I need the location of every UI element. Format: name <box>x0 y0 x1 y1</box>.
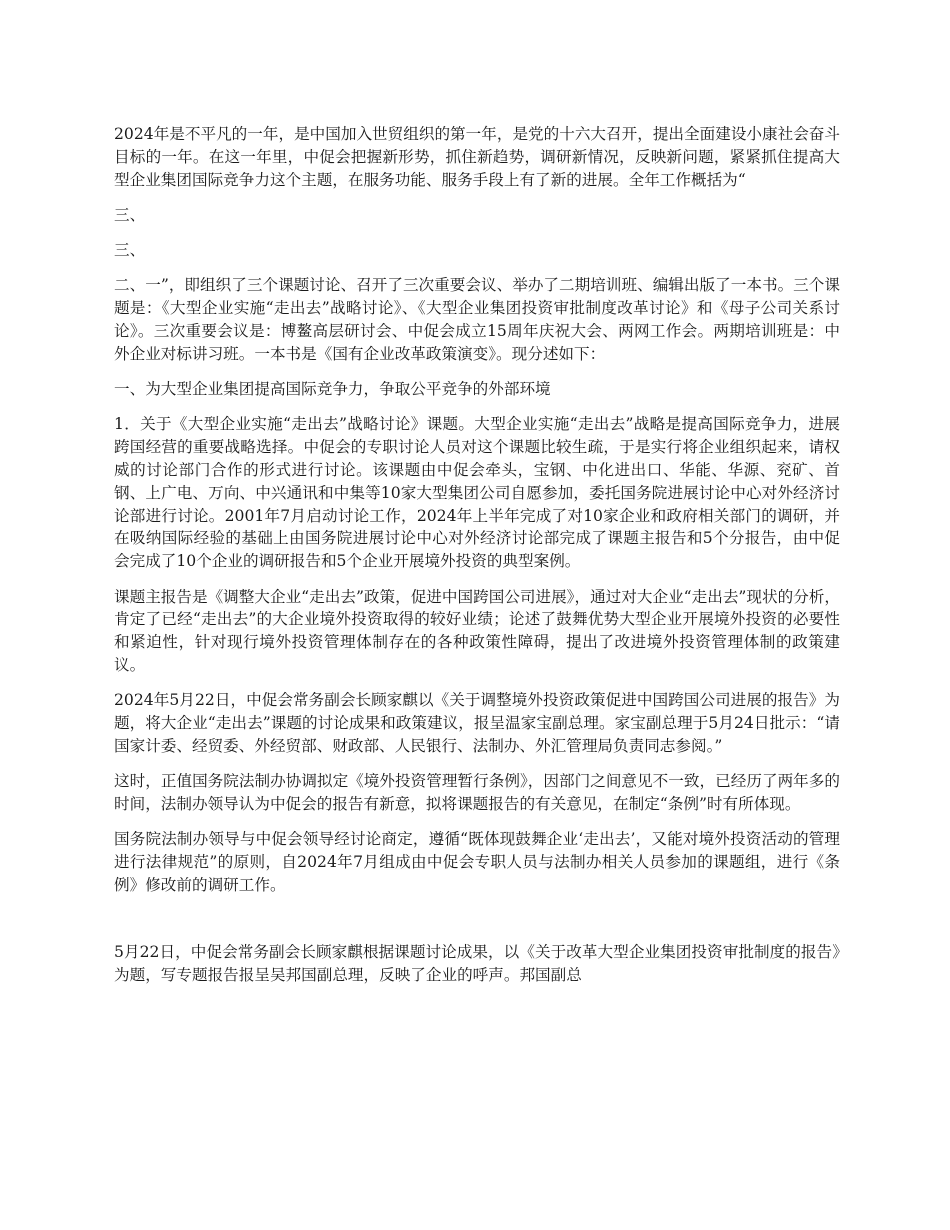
topic-paragraph: 1．关于《大型企业实施“走出去”战略讨论》课题。大型企业实施“走出去”战略是提高国际竞争力，进展跨国经营的重要战略选择。中促会的专职讨论人员对这个课题比较生疏，于是实行将企业组织起来，请权威的讨论部门合作的形式进行讨论。该课题由中促会牵头，宝钢、中化进出口、华能、华源、兖矿、首钢、上广电、万向、中兴通讯和中集等10家大型集团公司自愿参加，委托国务院进展讨论中心对外经济讨论部进行讨论。2001年7月启动讨论工作，2024年上半年完成了对10家企业和政府相关部门的调研，并在吸纳国际经验的基础上由国务院进展讨论中心对外经济讨论部完成了课题主报告和5个分报告，由中促会完成了10个企业的调研报告和5个企业开展境外投资的典型案例。 <box>114 415 840 571</box>
section-marker: 三、 <box>114 205 146 224</box>
report-summary-paragraph: 课题主报告是《调整大企业“走出去”政策，促进中国跨国公司进展》，通过对大企业“走出去”现状的分析，肯定了已经“走出去”的大企业境外投资取得的较好业绩；论述了鼓舞优势大型企业开展境外投资的必要性和紧迫性，针对现行境外投资管理体制存在的各种政策性障碍，提出了改进境外投资管理体制的政策建议。 <box>114 587 840 674</box>
submission-paragraph: 2024年5月22日，中促会常务副会长顾家麒以《关于调整境外投资政策促进中国跨国公司进展的报告》为题，将大企业“走出去”课题的讨论成果和政策建议，报呈温家宝副总理。家宝副总理于5月24日批示：“请国家计委、经贸委、外经贸部、财政部、人民银行、法制办、外汇管理局负责同志参阅。” <box>114 691 840 755</box>
section-heading: 一、为大型企业集团提高国际竞争力，争取公平竞争的外部环境 <box>114 380 551 399</box>
paragraph-gap <box>114 909 840 941</box>
document-page <box>114 123 840 999</box>
regulation-paragraph: 这时，正值国务院法制办协调拟定《境外投资管理暂行条例》，因部门之间意见不一致，已经历了两年多的时间，法制办领导认为中促会的报告有新意，拟将课题报告的有关意见，在制定“条例”时有所体现。 <box>114 772 840 813</box>
bottom-paragraph: 5月22日，中促会常务副会长顾家麒根据课题讨论成果，以《关于改革大型企业集团投资审批制度的报告》为题，写专题报告报呈吴邦国副总理，反映了企业的呼声。邦国副总 <box>114 943 840 984</box>
intro-paragraph: 2024年是不平凡的一年，是中国加入世贸组织的第一年，是党的十六大召开，提出全面建设小康社会奋斗目标的一年。在这一年里，中促会把握新形势，抓住新趋势，调研新情况，反映新问题，紧紧抓住提高大型企业集团国际竞争力这个主题，在服务功能、服务手段上有了新的进展。全年工作概括为“ <box>114 125 840 189</box>
overview-paragraph: 二、一”，即组织了三个课题讨论、召开了三次重要会议、举办了二期培训班、编辑出版了一本书。三个课题是：《大型企业实施“走出去”战略讨论》、《大型企业集团投资审批制度改革讨论》和《母子公司关系讨论》。三次重要会议是：博鳌高层研讨会、中促会成立15周年庆祝大会、两网工作会。两期培训班是：中外企业对标讲习班。一本书是《国有企业改革政策演变》。现分述如下： <box>114 276 840 363</box>
section-marker: 三、 <box>114 241 146 260</box>
research-group-paragraph: 国务院法制办领导与中促会领导经讨论商定，遵循“既体现鼓舞企业‘走出去’，又能对境外投资活动的管理进行法律规范”的原则，自2024年7月组成由中促会专职人员与法制办相关人员参加的课题组，进行《条例》修改前的调研工作。 <box>114 830 840 894</box>
